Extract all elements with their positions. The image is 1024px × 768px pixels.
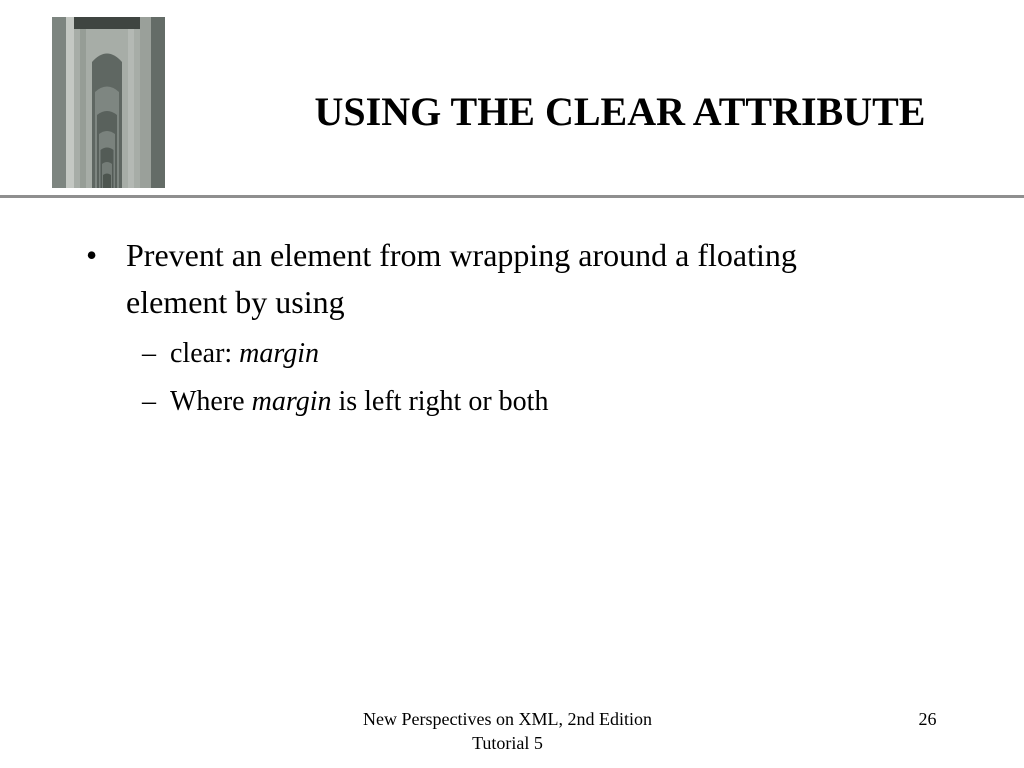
bridge-arches-photo-icon [52, 17, 165, 188]
sub-bullet-item [142, 385, 842, 419]
sub-bullet-marker: – [142, 386, 156, 417]
sub-bullet-text-part: clear: [170, 338, 240, 369]
sub-bullet-item [142, 337, 842, 371]
page-number: 26 [918, 709, 937, 729]
sub-bullet-marker: – [142, 338, 156, 369]
sub-bullet-text-italic: margin [251, 386, 332, 417]
sub-bullet-text [170, 337, 842, 371]
sub-bullet-text-part: is left right or both [331, 386, 549, 417]
slide-title: USING THE CLEAR ATTRIBUTE [314, 89, 926, 134]
bullet-text: Prevent an element from wrapping around a floating element by using [126, 237, 797, 320]
footer-line-2: Tutorial 5 [472, 733, 543, 753]
bullet-item [86, 232, 886, 326]
sub-bullet-text [170, 385, 842, 419]
sub-bullet-text-part: Where [170, 386, 252, 417]
title-separator [0, 195, 1024, 198]
footer-line-1: New Perspectives on XML, 2nd Edition [363, 709, 652, 729]
footer-text [320, 707, 695, 755]
bullet-marker: • [86, 237, 98, 273]
sub-bullet-text-italic: margin [239, 338, 320, 369]
